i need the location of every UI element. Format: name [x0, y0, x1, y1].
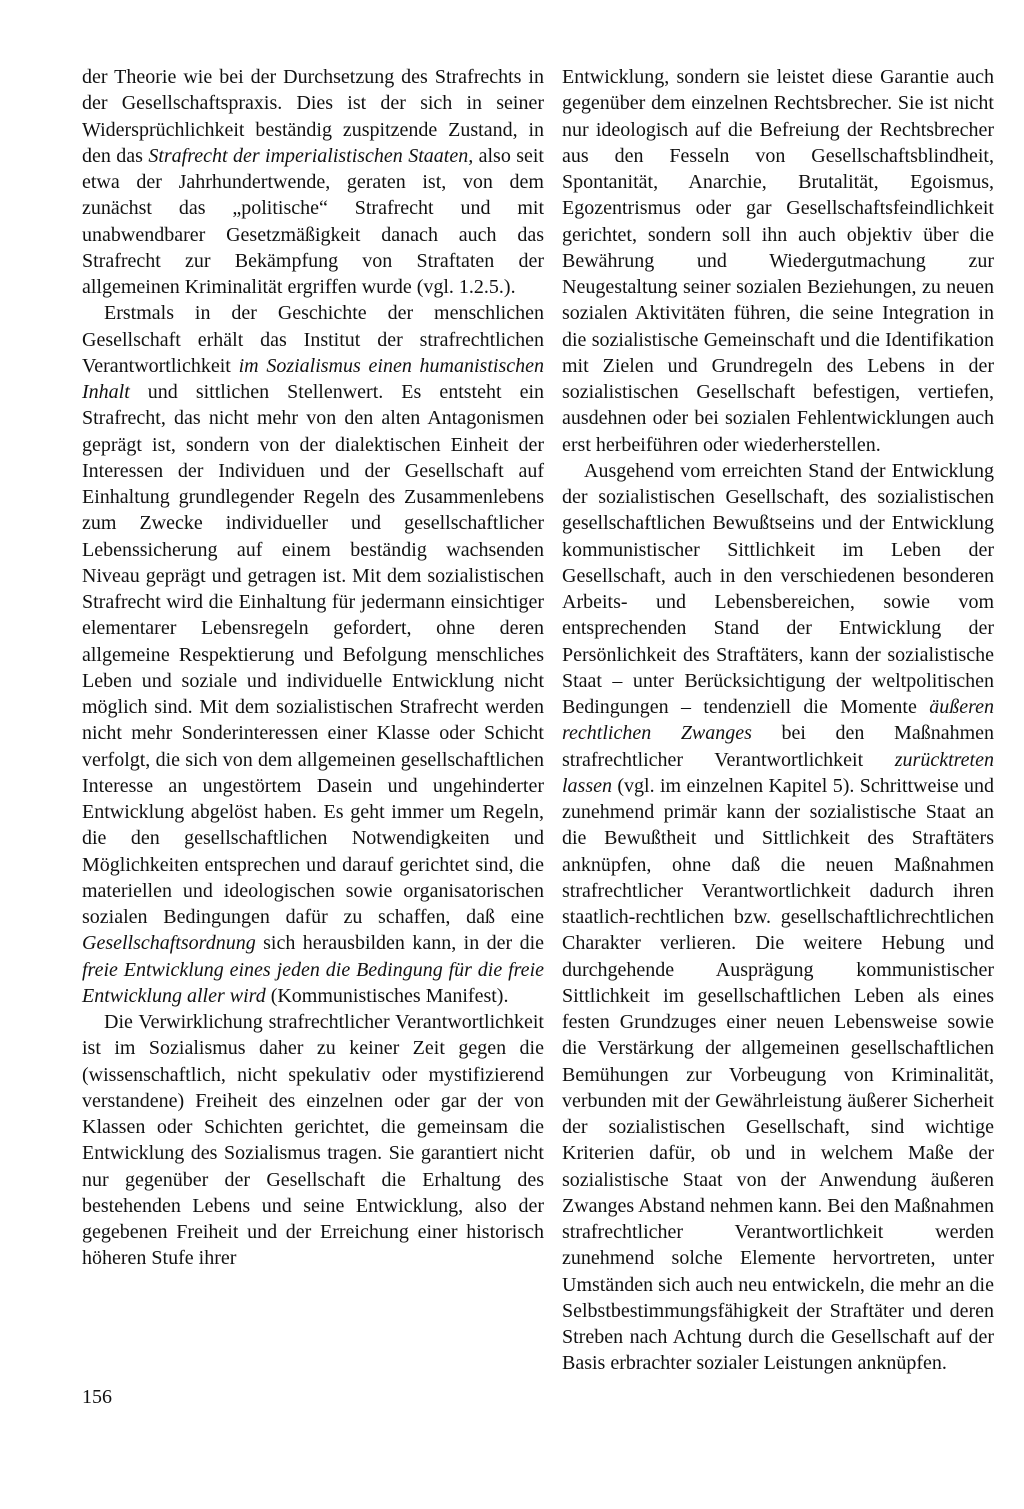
emphasis-text: freie Entwicklung eines jeden die Bedingung für die freie Entwicklung aller wird	[82, 958, 544, 1007]
text-run: also seit etwa der Jahrhundertwende, geraten ist, von dem zunächst das „politische“ Strafrecht und mit unabwendbarer Gesetzmäßigkeit danach auch das Strafrecht zur Bekämpfung von Straftaten der allgemeinen Kriminalität ergriffen wurde (vgl. 1.2.5.).	[82, 144, 544, 298]
text-run: Entwicklung, sondern sie leistet diese Garantie auch gegenüber dem einzelnen Rechtsbrecher. Sie ist nicht nur ideologisch auf die Befreiung der Rechtsbrecher aus den Fesseln von Gesellschaftsblindheit, Spontanität, Anarchie, Brutalität, Egoismus, Egozentrismus oder gar Gesellschaftsfeindlichkeit gerichtet, sondern soll ihn auch objektiv über die Bewährung und Wiedergutmachung zur Neugestaltung seiner sozialen Beziehungen, zu neuen sozialen Aktivitäten führen, die seine Integration in die sozialistische Gemeinschaft und die Identifikation mit Zielen und Grundregeln des Lebens in der sozialistischen Gesellschaft befestigen, vertiefen, ausdehnen oder bei sozialen Fehlentwicklungen auch erst herbeiführen oder wiederherstellen.	[562, 66, 994, 456]
text-run: (Kommunistisches Manifest).	[265, 984, 509, 1007]
emphasis-text: im Sozialismus einen humanistischen Inhalt	[82, 354, 544, 403]
page-number: 156	[82, 1386, 112, 1408]
text-run: bei den Maßnahmen strafrechtlicher Verantwortlichkeit	[562, 722, 994, 771]
emphasis-text: Strafrecht der imperialistischen Staaten,	[148, 144, 474, 167]
paragraph	[82, 1009, 544, 1272]
emphasis-text: Gesellschaftsordnung	[82, 932, 256, 955]
text-run: Ausgehend vom erreichten Stand der Entwicklung der sozialistischen Gesellschaft, des sozialistischen gesellschaftlichen Bewußtseins und der Entwicklung kommunistischer Sittlichkeit im Leben der Gesellschaft, auch in den verschiedenen besonderen Arbeits- und Lebensbereichen, sowie vom entsprechenden Stand der Entwicklung der Persönlichkeit des Straftäters, kann der sozialistische Staat – unter Berücksichtigung der weltpolitischen Bedingungen – tendenziell die Momente	[562, 459, 994, 718]
paragraph	[562, 64, 994, 458]
text-run: (vgl. im einzelnen Kapitel 5). Schrittweise und zunehmend primär kann der sozialistische Staat an die Bewußtheit und Sittlichkeit des Straftäters anknüpfen, ohne daß die neuen Maßnahmen strafrechtlicher Verantwortlichkeit dadurch ihren staatlich-rechtlichen bzw. gesellschaftlichrechtlichen Charakter verlieren. Die weitere Hebung und durchgehende Ausprägung kommunistischer Sittlichkeit im gesellschaftlichen Leben als eines festen Grundzuges einer neuen Lebensweise sowie die Verstärkung der allgemeinen gesellschaftlichen Bemühungen zur Vorbeugung von Kriminalität, verbunden mit der Gewährleistung äußerer Sicherheit der sozialistischen Gesellschaft, sind wichtige Kriterien dafür, ob und in welchem Maße der sozialistische Staat von der Anwendung äußeren Zwanges Abstand nehmen kann. Bei den Maßnahmen strafrechtlicher Verantwortlichkeit werden zunehmend solche Elemente hervortreten, unter Umständen sich auch neu entwickeln, die mehr an die Selbstbestimmungsfähigkeit der Straftäter und deren Streben nach Achtung durch die Gesellschaft auf der Basis erbrachter sozialer Leistungen anknüpfen.	[562, 774, 994, 1375]
emphasis-text: zurücktreten lassen	[562, 748, 994, 797]
left-column	[82, 64, 544, 1272]
text-run: der Theorie wie bei der Durchsetzung des Strafrechts in der Gesellschaftspraxis. Dies ist der sich in seiner Widersprüchlichkeit beständig zuspitzende Zustand, in den das	[82, 66, 544, 167]
text-run: Erstmals in der Geschichte der menschlichen Gesellschaft erhält das Institut der strafrechtlichen Verantwortlichkeit	[82, 302, 544, 377]
text-run: sich herausbilden kann, in der die	[255, 932, 544, 955]
paragraph	[562, 458, 994, 1377]
text-run: und sittlichen Stellenwert. Es entsteht ein Strafrecht, das nicht mehr von den alten Antagonismen geprägt ist, sondern von der dialektischen Einheit der Interessen der Individuen und der Gesellschaft auf Einhaltung grundlegender Regeln des Zusammenlebens zum Zwecke individueller und gesellschaftlicher Lebenssicherung auf einem beständig wachsenden Niveau geprägt und getragen ist. Mit dem sozialistischen Strafrecht wird die Einhaltung für jedermann einsichtiger elementarer Lebensregeln gefordert, ohne deren allgemeine Respektierung und Befolgung menschliches Leben und soziale und individuelle Entwicklung nicht möglich sind. Mit dem sozialistischen Strafrecht werden nicht mehr Sonderinteressen einer Klasse oder Schicht verfolgt, die sich von dem allgemeinen gesellschaftlichen Interesse an ungestörtem Dasein und ungehinderter Entwicklung abgelöst haben. Es geht immer um Regeln, die den gesellschaftlichen Notwendigkeiten und Möglichkeiten entsprechen und darauf gerichtet sind, die materiellen und ideologischen sowie organisatorischen sozialen Bedingungen dafür zu schaffen, daß eine	[82, 381, 544, 928]
paragraph	[82, 64, 544, 300]
paragraph	[82, 300, 544, 1009]
text-run: Die Verwirklichung strafrechtlicher Verantwortlichkeit ist im Sozialismus daher zu keiner Zeit gegen die (wissenschaftlich, nicht spekulativ oder mystifizierend verstandene) Freiheit des einzelnen oder gar der von Klassen oder Schichten gerichtet, die gemeinsam die Entwicklung des Sozialismus tragen. Sie garantiert nicht nur gegenüber der Gesellschaft die Erhaltung des bestehenden Lebens und seine Entwicklung, also der gegebenen Freiheit und der Erreichung einer historisch höheren Stufe ihrer	[82, 1011, 544, 1270]
right-column	[562, 64, 994, 1377]
emphasis-text: äußeren rechtlichen Zwanges	[562, 696, 994, 745]
